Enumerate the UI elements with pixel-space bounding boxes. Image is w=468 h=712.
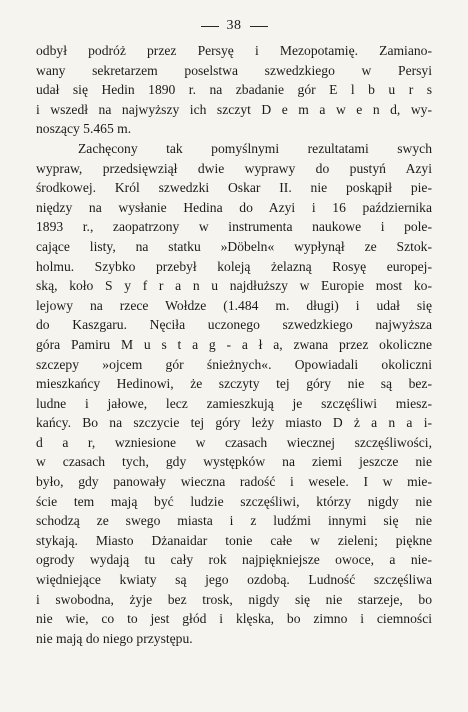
text-line: niędzy na wysłanie Hedina do Azyi i 16 października bbox=[36, 199, 432, 215]
page-header bbox=[0, 18, 468, 34]
text-line: noszący 5.465 m. bbox=[36, 121, 132, 137]
text-line: więdniejące kwiaty są jego ozdobą. Ludność szczęśliwa bbox=[36, 572, 432, 588]
text-line: nie mają do niego przystępu. bbox=[36, 630, 193, 646]
text-line: Zachęcony tak pomyślnymi rezultatami swych bbox=[78, 140, 432, 156]
text-line: góra Pamiru M u s t a g - a ł a, zwana przez okoliczne bbox=[36, 336, 432, 352]
text-line: do Kaszgaru. Nęciła uczonego szwedzkiego najwyższa bbox=[36, 317, 432, 333]
text-line: d a r, wzniesione w czasach wiecznej szczęśliwości, bbox=[36, 434, 432, 450]
text-line: szczepy »ojcem gór śnieżnych«. Opowiadali okoliczni bbox=[36, 356, 432, 372]
text-line: wypraw, przedsięwziął dwie wyprawy do pustyń Azyi bbox=[36, 160, 432, 176]
text-line: ludne i jałowe, lecz zamieszkują je szczęśliwi miesz- bbox=[36, 395, 432, 411]
text-line: nie wie, co to jest głód i klęska, bo zimno i ciemności bbox=[36, 611, 432, 627]
text-line: było, gdy panowały wieczna radość i wesele. I w mie- bbox=[36, 474, 432, 490]
text-line: odbył podróż przez Persyę i Mezopotamię. Zamiano- bbox=[36, 43, 432, 58]
body-text bbox=[36, 41, 432, 648]
text-line: ogrody wydają tu cały rok najpiękniejsze owoce, a nie- bbox=[36, 552, 432, 568]
text-line: udał się Hedin 1890 r. na zbadanie gór E l b u r s bbox=[36, 82, 432, 98]
text-line: holmu. Szybko przebył koleją żelazną Rosyę europej- bbox=[36, 258, 432, 274]
header-rule-left bbox=[201, 26, 219, 27]
text-line: wany sekretarzem poselstwa szwedzkiego w Persyi bbox=[36, 62, 432, 78]
text-line: 1893 r., zaopatrzony w instrumenta naukowe i pole- bbox=[36, 219, 432, 235]
page-number: 38 bbox=[226, 18, 242, 33]
text-line: stykają. Miasto Dżanaidar tonie całe w zieleni; piękne bbox=[36, 532, 432, 548]
text-line: lejowy na rzece Wołdze (1.484 m. długi) i udał się bbox=[36, 297, 432, 313]
text-line: środkowej. Król szwedzki Oskar II. nie poskąpił pie- bbox=[36, 180, 432, 196]
text-line: kańcy. Bo na szczycie tej góry leży miasto D ż a n a i- bbox=[36, 415, 432, 431]
text-line: mieszkańcy Hedinowi, że szczyty tej góry nie są bez- bbox=[36, 376, 432, 392]
header-rule-right bbox=[250, 26, 268, 27]
text-line: cające listy, na statku »Döbeln« wypłynął ze Sztok- bbox=[36, 238, 432, 254]
paragraph bbox=[36, 139, 432, 648]
paragraph bbox=[36, 41, 432, 139]
text-line: schodzą ze swego miasta i z ludźmi innymi się nie bbox=[36, 513, 432, 529]
text-line: w czasach tych, gdy występków na ziemi jeszcze nie bbox=[36, 454, 432, 470]
text-line: ską, koło S y f r a n u najdłuższy w Europie most ko- bbox=[36, 278, 432, 294]
text-line: ście tem mają być ludzie szczęśliwi, którzy nigdy nie bbox=[36, 493, 432, 509]
text-line: i wszedł na najwyższy ich szczyt D e m a w e n d, wy- bbox=[36, 101, 432, 117]
text-line: i swobodna, żyje bez trosk, nigdy się nie starzeje, bo bbox=[36, 591, 432, 607]
